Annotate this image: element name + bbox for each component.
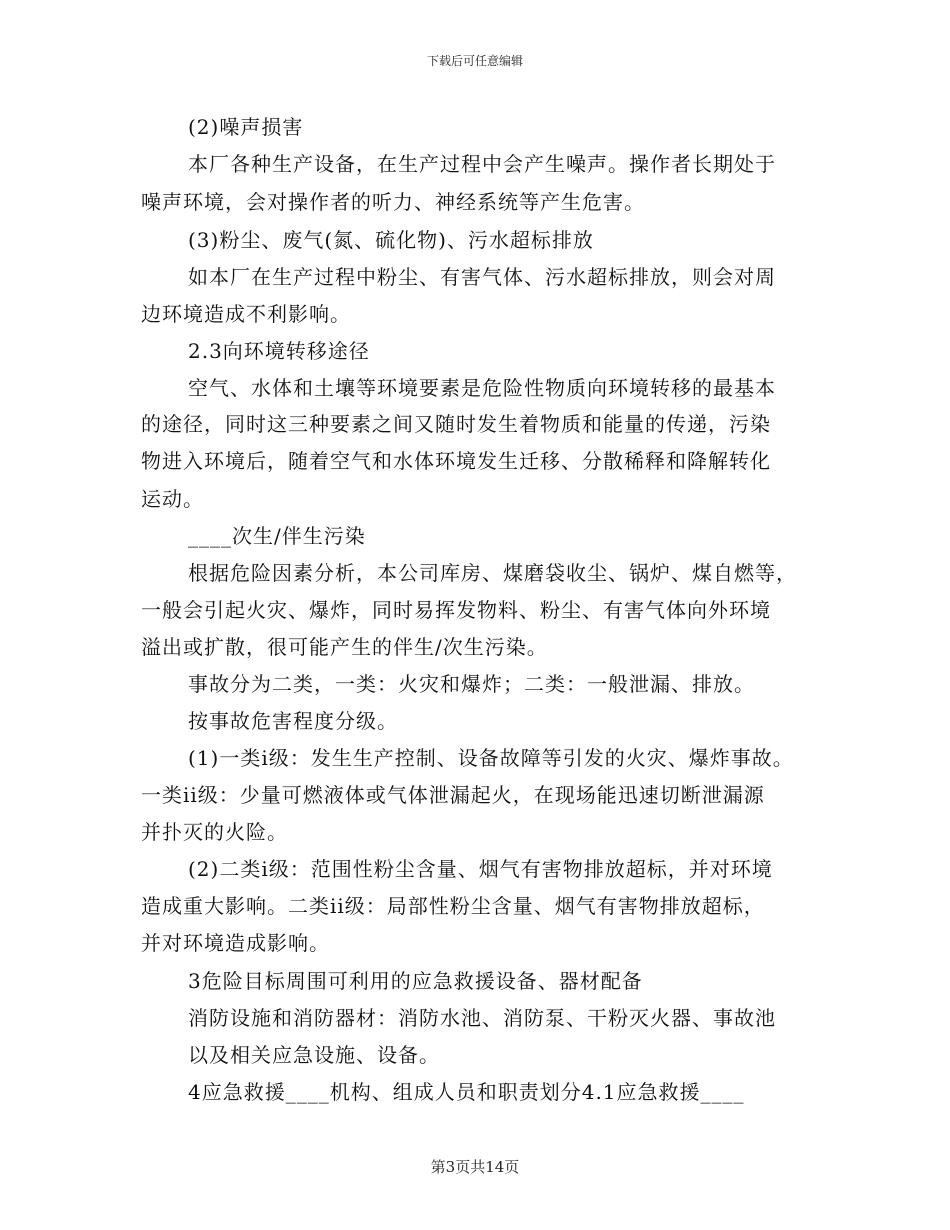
paragraph-line: 物进入环境后，随着空气和水体环境发生迁移、分散稀释和降解转化 [141,449,771,473]
paragraph-line: 消防设施和消防器材：消防水池、消防泵、干粉灭火器、事故池 [188,1006,776,1030]
heading-emission: (3)粉尘、废气(氮、硫化物)、污水超标排放 [188,228,594,252]
paragraph-line: 如本厂在生产过程中粉尘、有害气体、污水超标排放，则会对周 [188,265,776,289]
paragraph-line: 一类ii级：少量可燃液体或气体泄漏起火，在现场能迅速切断泄漏源 [141,783,765,807]
section-heading-2-3: 2.3向环境转移途径 [188,339,370,363]
paragraph-line: 以及相关应急设施、设备。 [188,1043,440,1067]
section-heading-3: 3危险目标周围可利用的应急救援设备、器材配备 [188,969,643,993]
paragraph-line: 本厂各种生产设备，在生产过程中会产生噪声。操作者长期处于 [188,152,776,176]
paragraph-line: 根据危险因素分析，本公司库房、煤磨袋收尘、锅炉、煤自燃等， [188,561,797,585]
paragraph-line: 边环境造成不利影响。 [141,302,351,326]
paragraph-line: 溢出或扩散，很可能产生的伴生/次生污染。 [141,635,548,659]
paragraph-line: (2)二类i级：范围性粉尘含量、烟气有害物排放超标，并对环境 [188,857,773,881]
page-number: 第3页共14页 [430,1158,520,1176]
page-header: 下载后可任意编辑 [426,54,523,68]
paragraph-line: 空气、水体和土壤等环境要素是危险性物质向环境转移的最基本 [188,376,776,400]
section-heading-4: 4应急救援____机构、组成人员和职责划分4.1应急救援____ [188,1080,745,1104]
paragraph-line: 噪声环境，会对操作者的听力、神经系统等产生危害。 [141,190,645,214]
paragraph-line: 一般会引起火灾、爆炸，同时易挥发物料、粉尘、有害气体向外环境 [141,598,771,622]
paragraph-line: 并扑灭的火险。 [141,820,288,844]
paragraph-line: 造成重大影响。二类ii级：局部性粉尘含量、烟气有害物排放超标， [141,894,765,918]
paragraph-line: 运动。 [141,487,204,511]
paragraph-line: 并对环境造成影响。 [141,931,330,955]
paragraph-line: (1)一类i级：发生生产控制、设备故障等引发的火灾、爆炸事故。 [188,746,794,770]
paragraph-line: 事故分为二类，一类：火灾和爆炸；二类：一般泄漏、排放。 [188,672,755,696]
paragraph-line: 按事故危害程度分级。 [188,709,398,733]
heading-secondary-pollution: ____次生/伴生污染 [188,524,366,548]
heading-noise-hazard: (2)噪声损害 [188,115,304,139]
paragraph-line: 的途径，同时这三种要素之间又随时发生着物质和能量的传递，污染 [141,412,771,436]
